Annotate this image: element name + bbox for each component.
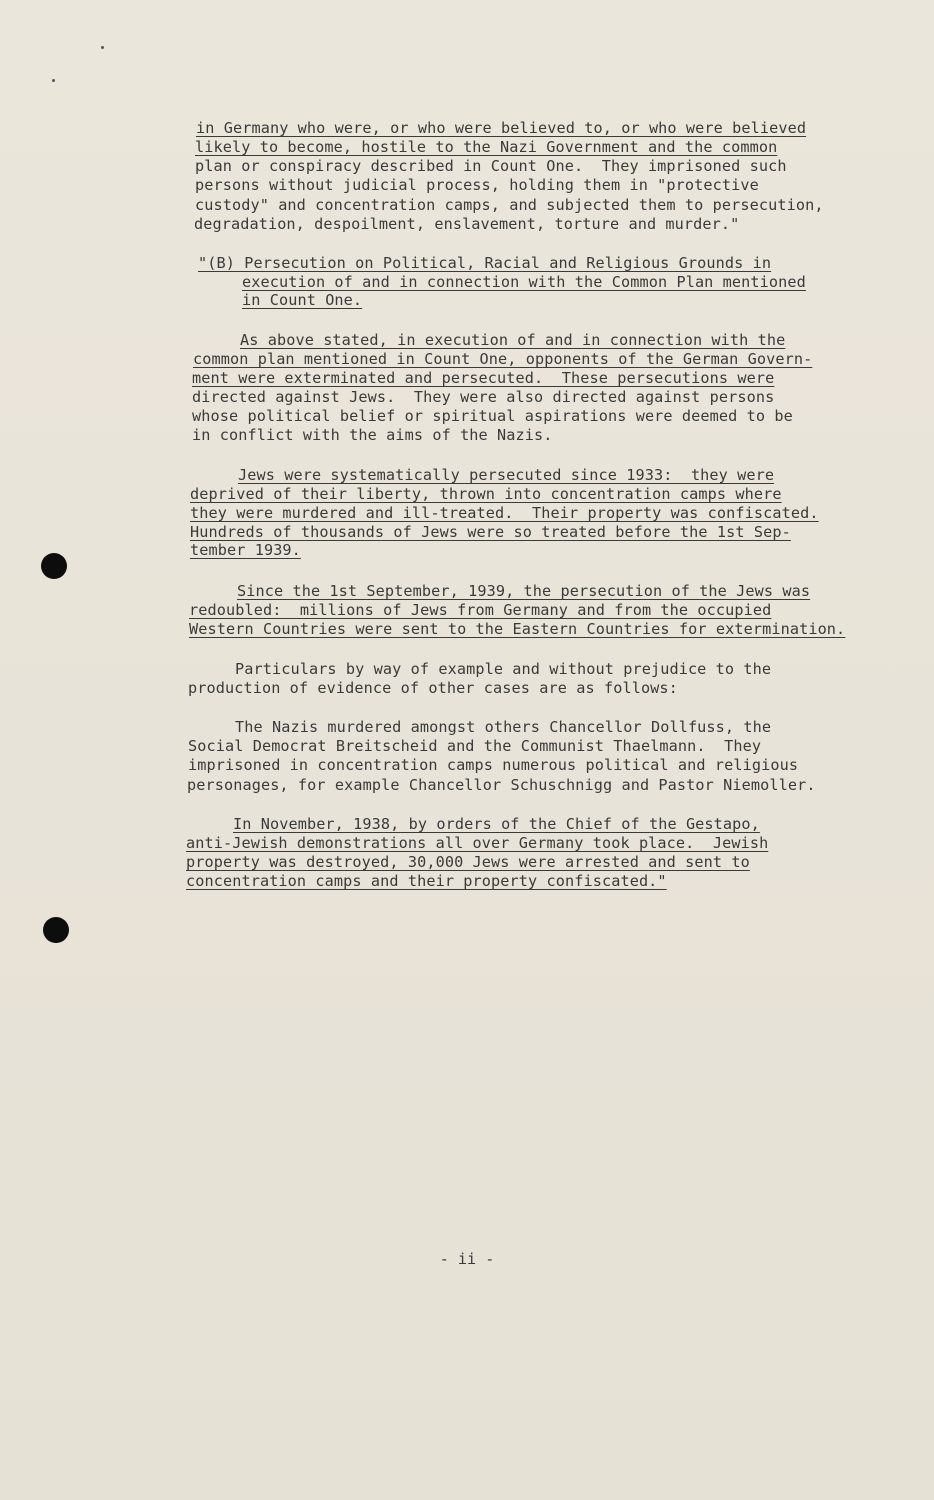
text-line: degradation, despoilment, enslavement, torture and murder."	[194, 215, 740, 233]
text-line: As above stated, in execution of and in connection with the	[240, 331, 786, 349]
text-line: tember 1939.	[190, 541, 301, 559]
text-line: Jews were systematically persecuted since 1933: they were	[238, 466, 775, 484]
text-line: imprisoned in concentration camps numerous political and religious	[188, 756, 799, 774]
text-line: they were murdered and ill-treated. Their property was confiscated.	[190, 504, 819, 522]
section-heading: in Count One.	[242, 291, 363, 309]
text-line: in conflict with the aims of the Nazis.	[192, 426, 553, 444]
section-heading: "(B) Persecution on Political, Racial and Religious Grounds in	[198, 254, 772, 272]
paper-speck	[101, 46, 104, 49]
section-heading: execution of and in connection with the Common Plan mentioned	[242, 273, 806, 291]
text-line: personages, for example Chancellor Schuschnigg and Pastor Niemoller.	[187, 776, 816, 794]
paper-speck	[52, 79, 55, 82]
text-line: anti-Jewish demonstrations all over Germany took place. Jewish	[186, 834, 769, 852]
punch-hole-lower	[43, 917, 69, 943]
text-line: common plan mentioned in Count One, opponents of the German Govern-	[193, 350, 813, 368]
text-line: likely to become, hostile to the Nazi Government and the common	[195, 138, 778, 156]
text-line: Western Countries were sent to the Eastern Countries for extermination.	[189, 620, 846, 638]
text-line: property was destroyed, 30,000 Jews were arrested and sent to	[186, 853, 750, 871]
text-line: Hundreds of thousands of Jews were so treated before the 1st Sep-	[190, 523, 791, 541]
page-number: - ii -	[439, 1250, 495, 1268]
text-line: persons without judicial process, holding them in "protective	[195, 176, 759, 194]
text-line: concentration camps and their property confiscated."	[186, 872, 667, 890]
text-line: whose political belief or spiritual aspirations were deemed to be	[192, 407, 793, 425]
punch-hole-upper	[41, 553, 67, 579]
text-line: Particulars by way of example and without prejudice to the	[235, 660, 772, 678]
text-line: plan or conspiracy described in Count One. They imprisoned such	[195, 157, 787, 175]
text-line: custody" and concentration camps, and subjected them to persecution,	[195, 196, 824, 214]
text-line: Social Democrat Breitscheid and the Communist Thaelmann. They	[188, 737, 762, 755]
text-line: production of evidence of other cases are as follows:	[188, 679, 678, 697]
text-line: redoubled: millions of Jews from Germany and from the occupied	[189, 601, 772, 619]
text-line: deprived of their liberty, thrown into concentration camps where	[190, 485, 782, 503]
text-line: directed against Jews. They were also directed against persons	[192, 388, 775, 406]
text-line: The Nazis murdered amongst others Chancellor Dollfuss, the	[235, 718, 772, 736]
text-line: ment were exterminated and persecuted. These persecutions were	[192, 369, 775, 387]
text-line: Since the 1st September, 1939, the persecution of the Jews was	[237, 582, 811, 600]
text-line: In November, 1938, by orders of the Chief of the Gestapo,	[233, 815, 760, 833]
text-line: in Germany who were, or who were believed to, or who were believed	[196, 119, 807, 137]
